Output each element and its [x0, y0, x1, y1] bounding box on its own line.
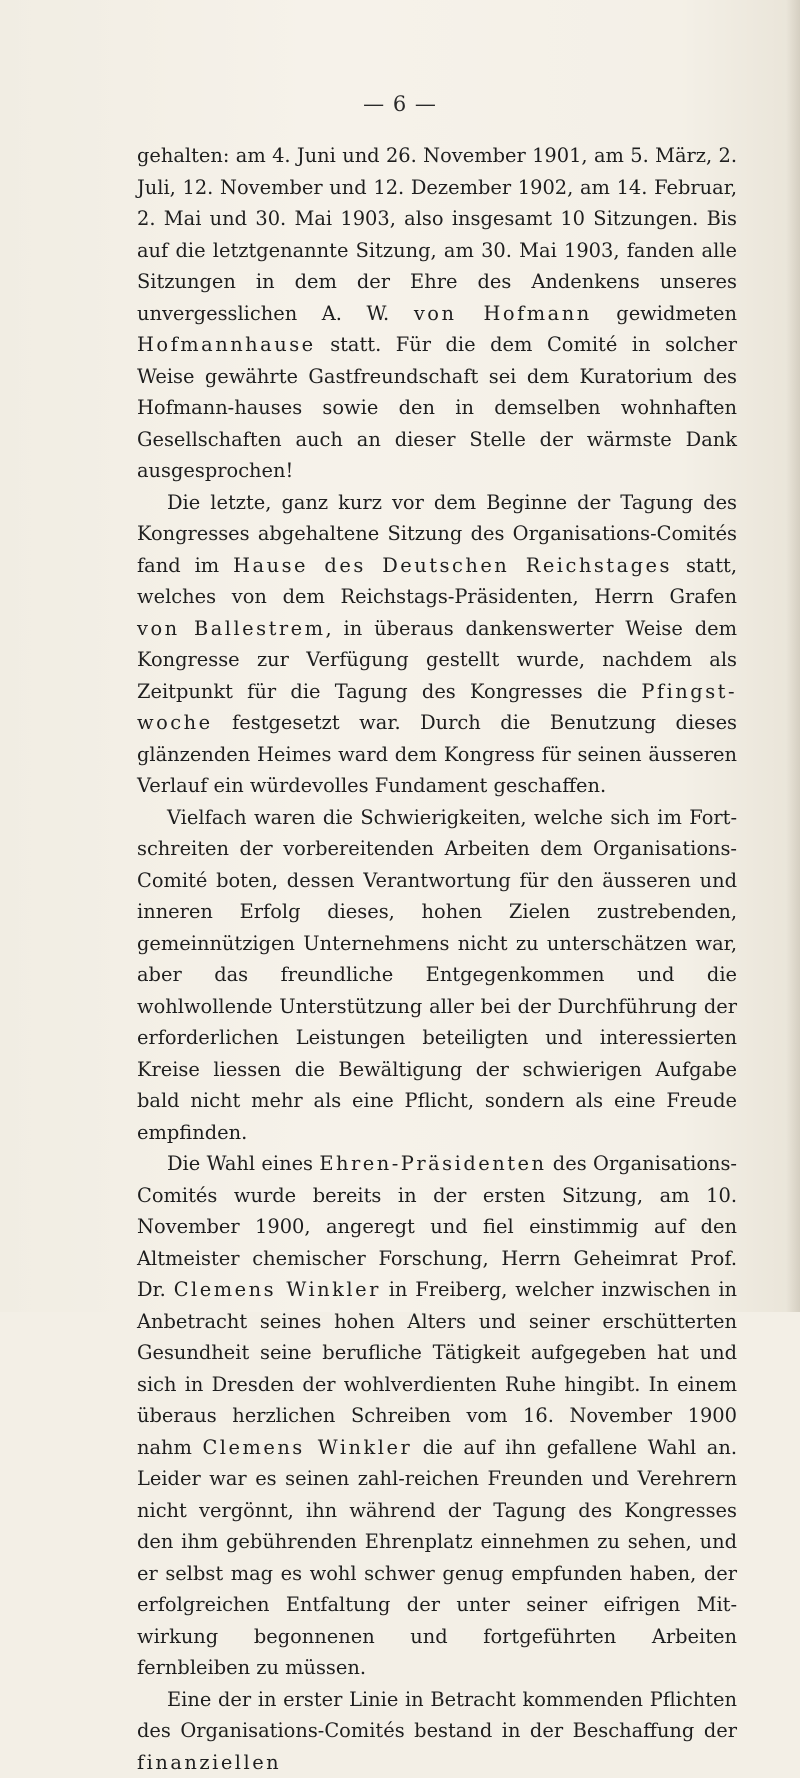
paragraph: [137, 1684, 737, 1778]
text-run: gehalten: am 4. Juni und 26. November 1901, am 5. März, 2. Juli, 12. November und 12. Dezember 1902, am 14. Februar, 2. Mai und 30. Mai 1903, also insgesamt 10 Sitzungen. Bis auf die letztgenannte Sitzung, am 30. Mai 1903, fanden alle Sitzungen in dem der Ehre des Andenkens unseres unvergesslichen A. W.: [137, 144, 737, 325]
text-run: statt. Für die dem Comité in solcher Weise gewährte Gastfreundschaft sei dem Kuratorium des Hofmann-hauses sowie den in demselben wohnhaften Gesellschaften auch an dieser Stelle der wärmste Dank ausgesprochen!: [137, 333, 737, 482]
text-run: Eine der in erster Linie in Betracht kommenden Pflichten des Organisations-Comités bestand in der Beschaffung der: [137, 1688, 737, 1743]
page-number: — 6 —: [0, 92, 800, 116]
text-run: festgesetzt war. Durch die Benutzung dieses glänzenden Heimes ward dem Kongress für seinen äusseren Verlauf ein würdevolles Fundament geschaffen.: [137, 711, 737, 797]
text-run: in Freiberg, welcher inzwischen in Anbetracht seines hohen Alters und seiner erschütterten Gesundheit seine berufliche Tätigkeit aufgegeben hat und sich in Dresden der wohlverdienten Ruhe hingibt. In einem überaus herzlichen Schreiben vom 16. November 1900 nahm: [137, 1278, 737, 1459]
paragraph: [137, 140, 737, 487]
emphasized-name: von Ballestrem: [137, 617, 326, 640]
text-run: statt, welches von dem Reichstags-Präsidenten, Herrn Grafen: [137, 554, 737, 609]
text-run: Die Wahl eines: [167, 1152, 319, 1175]
paragraph: [137, 1148, 737, 1684]
page-edge-shadow: [786, 0, 800, 1312]
text-run: , in überaus dankenswerter Weise dem Kongresse zur Verfügung gestellt wurde, nachdem als Zeitpunkt für die Tagung des Kongresses die: [137, 617, 737, 703]
emphasized-name: finanziellen: [137, 1751, 281, 1774]
text-run: gewidmeten: [592, 302, 737, 325]
text-run: die auf ihn gefallene Wahl an. Leider war es seinen zahl-reichen Freunden und Verehrern nicht vergönnt, ihn während der Tagung des Kongresses den ihm gebührenden Ehrenplatz einnehmen zu sehen, und er selbst mag es wohl schwer genug empfunden haben, der erfolgreichen Entfaltung der unter seiner eifrigen Mit-wirkung begonnenen und fortgeführten Arbeiten fernbleiben zu müssen.: [137, 1436, 737, 1680]
emphasized-name: Pfingst-woche: [137, 680, 737, 735]
text-run: des Organisations-Comités wurde bereits in der ersten Sitzung, am 10. November 1900, angeregt und fiel einstimmig auf den Altmeister chemischer Forschung, Herrn Geheimrat Prof. Dr.: [137, 1152, 737, 1301]
emphasized-name: Hofmannhause: [137, 333, 316, 356]
body-text: [137, 140, 737, 1778]
text-run: Vielfach waren die Schwierigkeiten, welche sich im Fort-schreiten der vorbereitenden Arbeiten dem Organisations-Comité boten, dessen Verantwortung für den äusseren und inneren Erfolg dieses, hohen Zielen zustrebenden, gemeinnützigen Unternehmens nicht zu unterschätzen war, aber das freundliche Entgegenkommen und die wohlwollende Unterstützung aller bei der Durchführung der erforderlichen Leistungen beteiligten und interessierten Kreise liessen die Bewältigung der schwierigen Aufgabe bald nicht mehr als eine Pflicht, sondern als eine Freude empfinden.: [137, 806, 737, 1144]
emphasized-name: Clemens Winkler: [202, 1436, 412, 1459]
emphasized-name: Clemens Winkler: [174, 1278, 381, 1301]
paragraph: [137, 802, 737, 1149]
text-run: Die letzte, ganz kurz vor dem Beginne der Tagung des Kongresses abgehaltene Sitzung des Organisations-Comités fand im: [137, 491, 737, 577]
emphasized-name: Hause des Deutschen Reichstages: [233, 554, 672, 577]
emphasized-name: Ehren-Präsidenten: [319, 1152, 546, 1175]
paragraph: [137, 487, 737, 802]
emphasized-name: von Hofmann: [414, 302, 592, 325]
